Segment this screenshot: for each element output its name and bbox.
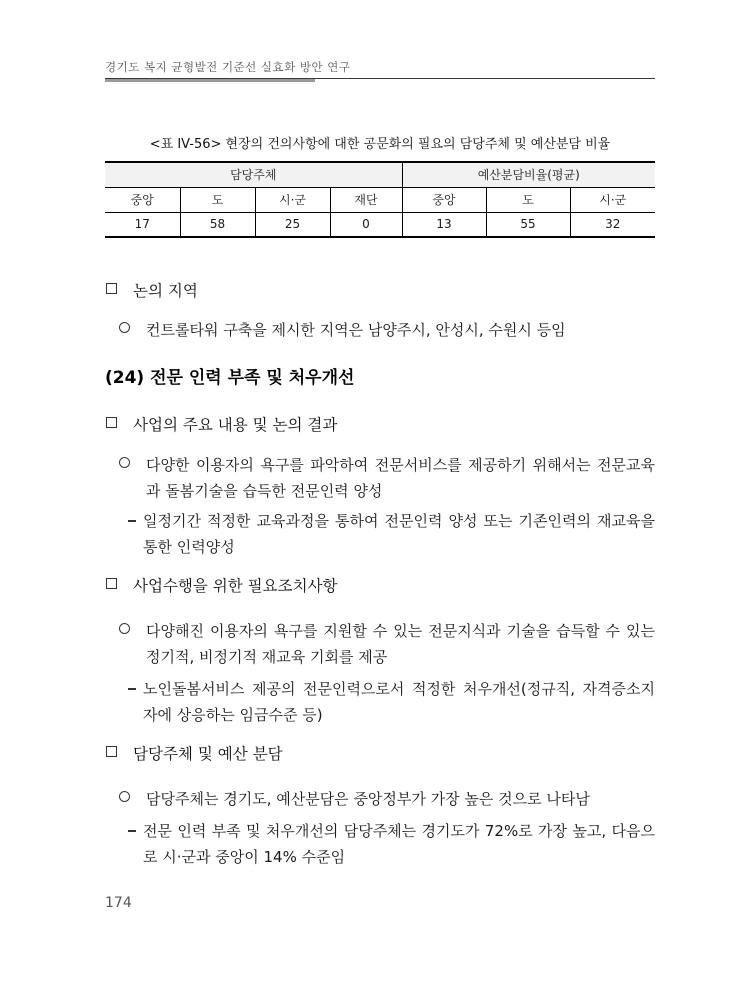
- table-column-header: 도: [486, 187, 570, 212]
- table-cell: 13: [402, 212, 486, 237]
- box-heading-budget-responsibility: [105, 741, 655, 767]
- table-cell: 32: [570, 212, 655, 237]
- list-item-text: 다양해진 이용자의 욕구를 지원할 수 있는 전문지식과 기술을 습득할 수 있는 정기적, 비정기적 재교육 기회를 제공: [146, 622, 655, 666]
- circle-bullet-icon: [119, 457, 130, 468]
- table-column-header: 중앙: [105, 187, 180, 212]
- section-heading-24: (24) 전문 인력 부족 및 처우개선: [105, 368, 355, 388]
- table-cell: 0: [330, 212, 402, 237]
- sub-list-item-text: 노인돌봄서비스 제공의 전문인력으로서 적정한 처우개선(정규직, 자격증소지자에 상응하는 임금수준 등): [143, 680, 655, 724]
- table-caption: <표 IV-56> 현장의 건의사항에 대한 공문화의 필요의 담당주체 및 예산분담 비율: [149, 137, 611, 152]
- circle-bullet-icon: [119, 791, 130, 802]
- table-column-header-row: [105, 187, 655, 212]
- running-head-rule-thick: [105, 79, 315, 82]
- table-column-header: 시·군: [570, 187, 655, 212]
- square-bullet-icon: [106, 417, 117, 428]
- table-group-header: 담당주체: [105, 162, 402, 187]
- sub-list-item-text: 일정기간 적정한 교육과정을 통하여 전문인력 양성 또는 기존인력의 재교육을 통한 인력양성: [143, 512, 655, 556]
- sub-list-item-text: 전문 인력 부족 및 처우개선의 담당주체는 경기도가 72%로 가장 높고, 다음으로 시·군과 중앙이 14% 수준임: [143, 822, 655, 866]
- square-bullet-icon: [106, 283, 117, 294]
- box-heading-label: 사업수행을 위한 필요조치사항: [133, 577, 338, 595]
- dash-bullet-icon: [128, 688, 136, 690]
- sub-list-item: [128, 818, 655, 870]
- table-cell: 58: [180, 212, 255, 237]
- box-heading-label: 논의 지역: [133, 282, 198, 300]
- sub-list-item: [128, 676, 655, 728]
- table-value-row: [105, 212, 655, 237]
- circle-bullet-icon: [119, 623, 130, 634]
- box-heading-main-content: [105, 412, 655, 438]
- list-item: [118, 786, 655, 812]
- table-cell: 55: [486, 212, 570, 237]
- table-iv-56: [105, 161, 655, 238]
- dash-bullet-icon: [128, 520, 136, 522]
- table-group-header: 예산분담비율(평균): [402, 162, 655, 187]
- box-heading-discussion-region: [105, 278, 655, 304]
- list-item: [118, 452, 655, 504]
- list-item-text: 담당주체는 경기도, 예산분담은 중앙정부가 가장 높은 것으로 나타남: [146, 790, 590, 808]
- box-heading-required-measures: [105, 573, 655, 599]
- box-heading-label: 담당주체 및 예산 분담: [133, 745, 283, 763]
- table-column-header: 시·군: [255, 187, 330, 212]
- square-bullet-icon: [106, 746, 117, 757]
- list-item: [118, 317, 655, 343]
- list-item-text: 다양한 이용자의 욕구를 파악하여 전문서비스를 제공하기 위해서는 전문교육과 돌봄기술을 습득한 전문인력 양성: [146, 456, 655, 500]
- list-item: [118, 618, 655, 670]
- dash-bullet-icon: [128, 830, 136, 832]
- box-heading-label: 사업의 주요 내용 및 논의 결과: [133, 416, 338, 434]
- circle-bullet-icon: [119, 322, 130, 333]
- table-column-header: 재단: [330, 187, 402, 212]
- table-column-header: 도: [180, 187, 255, 212]
- sub-list-item: [128, 508, 655, 560]
- list-item-text: 컨트롤타워 구축을 제시한 지역은 남양주시, 안성시, 수원시 등임: [146, 321, 566, 339]
- table-cell: 25: [255, 212, 330, 237]
- table-cell: 17: [134, 217, 150, 232]
- table-column-header: 중앙: [402, 187, 486, 212]
- square-bullet-icon: [106, 578, 117, 589]
- page-number: 174: [105, 895, 132, 911]
- table-group-header-row: [105, 162, 655, 187]
- running-head-title: 경기도 복지 균형발전 기준선 실효화 방안 연구: [105, 60, 351, 74]
